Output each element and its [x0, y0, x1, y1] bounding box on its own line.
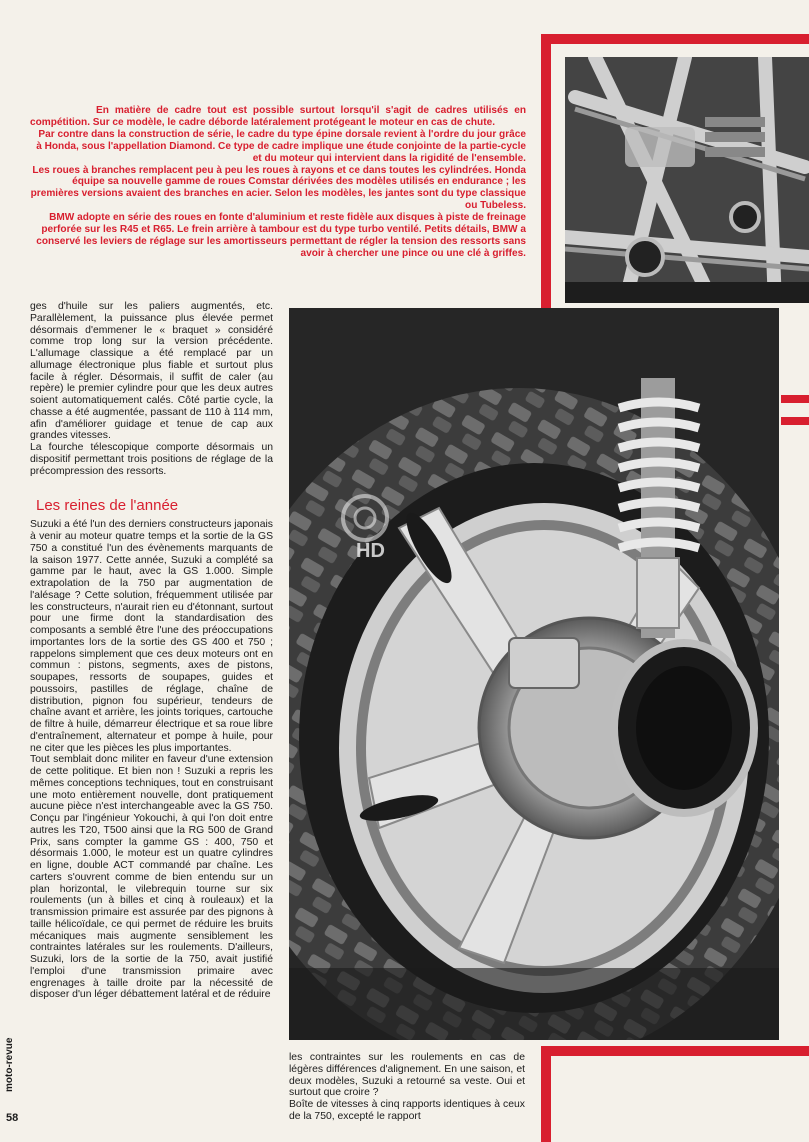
caption-frame-diamond: Par contre dans la construction de série, le cadre du type épine dorsale revient à l'ordre du jour grâce à Honda, sous l'appellation Diamond. Ce type de cadre implique une étude conjointe de la partie-cycle et du moteur qui intervient dans la rigidité de l'ensemble.: [36, 128, 526, 164]
paragraph-bearings: les contraintes sur les roulements en cas de légères différences d'alignement. En une saison, et deux modèles, Suzuki a retourné sa veste. Oui et surtout que croire ?: [289, 1052, 525, 1099]
page-number: 58: [6, 1112, 19, 1124]
red-stripe-right-2: [781, 417, 809, 425]
paragraph-gearbox: Boîte de vitesses à cinq rapports identiques à ceux de la 750, excepté le rapport: [289, 1099, 525, 1122]
red-stripe-right-1: [781, 395, 809, 403]
frame-detail-photo: [565, 57, 809, 303]
section-heading: Les reines de l'année: [36, 497, 179, 515]
article-left-column: [30, 301, 273, 1001]
red-frame-top: [541, 34, 809, 44]
magazine-name: moto-revue: [4, 1037, 15, 1092]
photo-captions: [30, 105, 526, 260]
frame-photo-illustration: [565, 57, 809, 303]
article-bottom-column: [289, 1052, 525, 1123]
rear-wheel-illustration: [289, 308, 779, 1040]
caption-wheels-comstar: Les roues à branches remplacent peu à peu les roues à rayons et ce dans toutes les cylindrées. Honda équipe sa nouvelle gamme de roues Comstar dérivées des modèles utilisés en endurance ; les premières versions avaient des branches en acier. Selon les modèles, les jantes sont du type classique ou Tubeless.: [30, 164, 526, 212]
rear-wheel-photo: [289, 308, 779, 1040]
paragraph-engine-ignition: ges d'huile sur les paliers augmentés, etc. Parallèlement, la puissance plus élevée permet désormais d'emmener le « braquet » considéré comme trop long sur la version précédente. L'allumage classique a été remplacé par un allumage électronique plus fiable et surtout plus facile à régler. Désormais, il suffit de caler (au repère) le premier cylindre pour que les deux autres soient automatiquement calés. Côté partie cycle, la chasse a été augmentée, passant de 110 à 114 mm, afin d'améliorer guidage et tenue de cap aux grandes vitesses.: [30, 301, 273, 442]
caption-frame-competition: En matière de cadre tout est possible surtout lorsqu'il s'agit de cadres utilisés en compétition. Sur ce modèle, le cadre déborde latéralement protégeant le moteur en cas de chute.: [30, 105, 526, 128]
caption-bmw-wheels: BMW adopte en série des roues en fonte d'aluminium et reste fidèle aux disques à piste de freinage perforée sur les R45 et R65. Le frein arrière à tambour est du type turbo ventilé. Petits détails, BMW a conservé les leviers de réglage sur les amortisseurs permettant de régler la tension des ressorts sans avoir à chercher une pince ou une clé à griffes.: [36, 212, 526, 259]
paragraph-fork: La fourche télescopique comporte désormais un dispositif permettant trois positions de réglage de la précompression des ressorts.: [30, 442, 273, 477]
watermark-text: HD: [356, 540, 385, 562]
paragraph-suzuki-engine: Tout semblait donc militer en faveur d'une extension de cette politique. Et bien non ! Suzuki a repris les mêmes conceptions techniques, tout en construisant une moto entièrement nouvelle, dont pratiquement aucune pièce n'est interchangeable avec la GS 750. Conçu par l'ingénieur Yokouchi, à qui l'on doit entre autres les T20, T500 ainsi que la RG 500 de Grand Prix, sans compter la gamme GS : 400, 750 et désormais 1.000, le moteur est un quatre cylindres en ligne, double ACT commandé par chaîne. Les carters s'ouvrent comme de bien entendu sur un plan horizontal, le vilebrequin tourne sur six roulements (un à billes et cinq à rouleaux) et la transmission primaire est assurée par des pignons à taille hélicoïdale, ce qui permet de réduire les bruits mécaniques mais augmente sensiblement les contraintes latérales sur les roulements. D'ailleurs, Suzuki, lors de la sortie de la 750, avait justifié l'emploi d'une transmission primaire avec engrenages à taille droite par la nécessité de disposer d'un léger débattement latéral et de réduire: [30, 754, 273, 1001]
red-frame-left-top: [541, 34, 551, 312]
red-frame-bottom: [541, 1046, 809, 1056]
red-frame-left-bottom: [541, 1046, 551, 1142]
paragraph-suzuki-gs1000: Suzuki a été l'un des derniers constructeurs japonais à venir au moteur quatre temps et la sortie de la GS 750 a constitué l'un des évènements marquants de la saison 1977. Cette année, Suzuki a complété sa gamme par le haut, avec la GS 1.000. Simple extrapolation de la 750 par augmentation de l'alésage ? Cette solution, fréquemment utilisée par les constructeurs, n'aurait rien eu d'étonnant, surtout pour une firme dont la standardisation des composants a semblé être l'une des préoccupations importantes lors de la sortie des GS 400 et 750 ; rappelons simplement que ces deux moteurs ont en commun : pistons, segments, axes de pistons, soupapes, ressorts de soupapes, guides et poussoirs, pastilles de réglage, chaîne de distribution, pignon fou supérieur, tendeurs de chaîne avant et arrière, les joints toriques, cartouche de filtre à huile, démarreur électrique et sa roue libre d'entraînement, alternateur et pompe à huile, pour ne citer que les pièces les plus importantes.: [30, 519, 273, 754]
